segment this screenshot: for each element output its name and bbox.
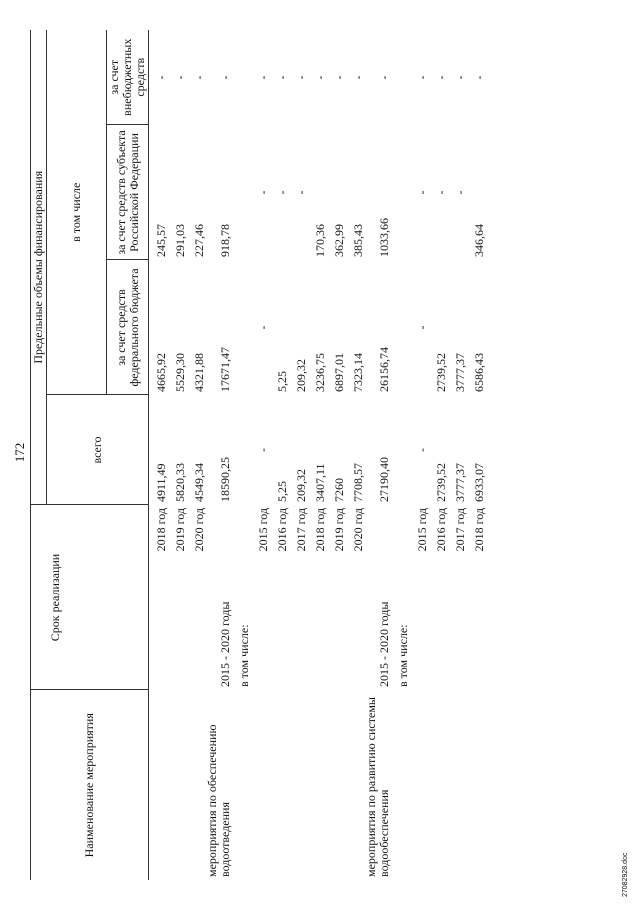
row-federal: 4665,92 (154, 353, 168, 392)
row-extra: - (256, 75, 270, 80)
row-total: 4911,49 (154, 463, 168, 502)
row-extra: - (351, 75, 365, 80)
row-name (448, 690, 467, 880)
table-row (308, 30, 327, 880)
row-federal: 6897,01 (332, 353, 346, 392)
row-name (270, 690, 289, 880)
row-period: 2017 год (453, 508, 467, 552)
row-extra: - (415, 75, 429, 80)
row-total: - (415, 448, 429, 452)
row-subject: 1033,66 (377, 218, 391, 257)
row-federal: 17671,47 (218, 347, 232, 392)
row-subject: 362,99 (332, 224, 346, 257)
financing-table (30, 30, 486, 880)
row-period: 2015 год (256, 508, 270, 552)
header-name: Наименование мероприятия (31, 690, 149, 880)
table-row (270, 30, 289, 880)
row-extra: - (154, 75, 168, 80)
row-period: 2020 год (192, 508, 206, 552)
table-row (429, 30, 448, 880)
row-extra: - (192, 75, 206, 80)
row-federal: 5529,30 (173, 353, 187, 392)
row-federal: - (256, 325, 270, 330)
row-extra: - (294, 75, 308, 80)
header-including: в том числе (47, 30, 107, 395)
table-row (448, 30, 467, 880)
table-row (149, 30, 169, 880)
table-body (149, 30, 487, 880)
row-subject: 291,03 (173, 224, 187, 257)
row-subject: - (294, 190, 308, 195)
row-period: 2018 год (472, 508, 486, 552)
row-total: 3407,11 (313, 463, 327, 502)
row-period: 2016 год (434, 508, 448, 552)
row-name: мероприятия по развитию системы водообеспечения (364, 697, 391, 877)
row-federal: 26156,74 (377, 347, 391, 392)
row-federal: 3777,37 (453, 353, 467, 392)
header-limits: Предельные объемы финансирования (31, 30, 47, 505)
row-subject: 385,43 (351, 224, 365, 257)
row-subject: - (256, 190, 270, 195)
row-period: в том числе: (237, 624, 251, 687)
row-subject (232, 125, 251, 260)
row-name (187, 690, 206, 880)
row-total: - (256, 448, 270, 452)
row-subject: 227,46 (192, 224, 206, 257)
header-period: Срок реализации (31, 505, 149, 690)
table-row (467, 30, 486, 880)
row-total: 3777,37 (453, 463, 467, 502)
table-row (187, 30, 206, 880)
row-period: 2019 год (173, 508, 187, 552)
row-extra: - (173, 75, 187, 80)
header-federal: за счет средств федерального бюджета (107, 260, 149, 395)
row-name (308, 690, 327, 880)
row-period: 2018 год (313, 508, 327, 552)
row-subject: 170,36 (313, 224, 327, 257)
row-extra: - (377, 75, 391, 80)
row-federal (232, 260, 251, 395)
table-row (391, 30, 410, 880)
row-period: 2015 год (415, 508, 429, 552)
row-subject: 346,64 (472, 224, 486, 257)
row-federal: - (415, 325, 429, 330)
row-total: 6933,07 (472, 463, 486, 502)
header-extra: за счет внебюджетных средств (107, 30, 149, 125)
row-extra: - (218, 75, 232, 80)
row-name (289, 690, 308, 880)
row-total (232, 395, 251, 505)
row-name (149, 690, 169, 880)
row-federal: 7323,14 (351, 353, 365, 392)
table-row (251, 30, 270, 880)
document-code: 27082928.doc (622, 852, 629, 897)
row-period: 2016 год (275, 508, 289, 552)
row-total: 27190,40 (377, 457, 391, 502)
row-extra (232, 30, 251, 125)
table-row (346, 30, 365, 880)
row-federal: 5,25 (275, 371, 289, 392)
row-subject: - (275, 190, 289, 195)
row-subject: - (415, 190, 429, 195)
table-row (327, 30, 346, 880)
row-total: 2739,52 (434, 463, 448, 502)
row-extra: - (453, 75, 467, 80)
row-subject: 918,78 (218, 224, 232, 257)
row-period: 2018 год (154, 508, 168, 552)
row-name (327, 690, 346, 880)
row-subject (391, 125, 410, 260)
row-subject: - (453, 190, 467, 195)
row-extra: - (332, 75, 346, 80)
row-extra: - (313, 75, 327, 80)
row-period: 2020 год (351, 508, 365, 552)
row-federal: 2739,52 (434, 353, 448, 392)
row-total (391, 395, 410, 505)
row-total: 4549,34 (192, 463, 206, 502)
row-period: 2017 год (294, 508, 308, 552)
row-name (410, 690, 429, 880)
header-row-1 (31, 30, 47, 880)
table-row (410, 30, 429, 880)
row-total: 7708,57 (351, 463, 365, 502)
row-name (467, 690, 486, 880)
row-period: 2015 - 2020 годы (218, 601, 232, 687)
row-extra: - (275, 75, 289, 80)
table-row (289, 30, 308, 880)
row-federal (391, 260, 410, 395)
row-name (168, 690, 187, 880)
row-name: мероприятия по обеспечению водоотведения (205, 724, 232, 877)
header-subject: за счет средств субъекта Российской Федерации (107, 125, 149, 260)
row-total: 5820,33 (173, 463, 187, 502)
row-period: 2019 год (332, 508, 346, 552)
row-extra: - (434, 75, 448, 80)
table-row (365, 30, 391, 880)
row-subject: 245,57 (154, 224, 168, 257)
row-name (232, 690, 251, 880)
page-number: 172 (12, 442, 27, 463)
row-federal: 6586,43 (472, 353, 486, 392)
row-federal: 209,32 (294, 359, 308, 392)
row-name (429, 690, 448, 880)
row-period: 2015 - 2020 годы (377, 601, 391, 687)
row-name (251, 690, 270, 880)
row-name (391, 690, 410, 880)
row-subject: - (434, 190, 448, 195)
table-row (232, 30, 251, 880)
row-federal: 4321,88 (192, 353, 206, 392)
row-period: в том числе: (396, 624, 410, 687)
table-row (206, 30, 232, 880)
row-total: 7260 (332, 478, 346, 502)
row-extra (391, 30, 410, 125)
row-total: 18590,25 (218, 457, 232, 502)
header-total: всего (47, 395, 149, 505)
row-total: 209,32 (294, 469, 308, 502)
row-total: 5,25 (275, 481, 289, 502)
table-row (168, 30, 187, 880)
row-federal: 3236,75 (313, 353, 327, 392)
row-name (346, 690, 365, 880)
row-extra: - (472, 75, 486, 80)
